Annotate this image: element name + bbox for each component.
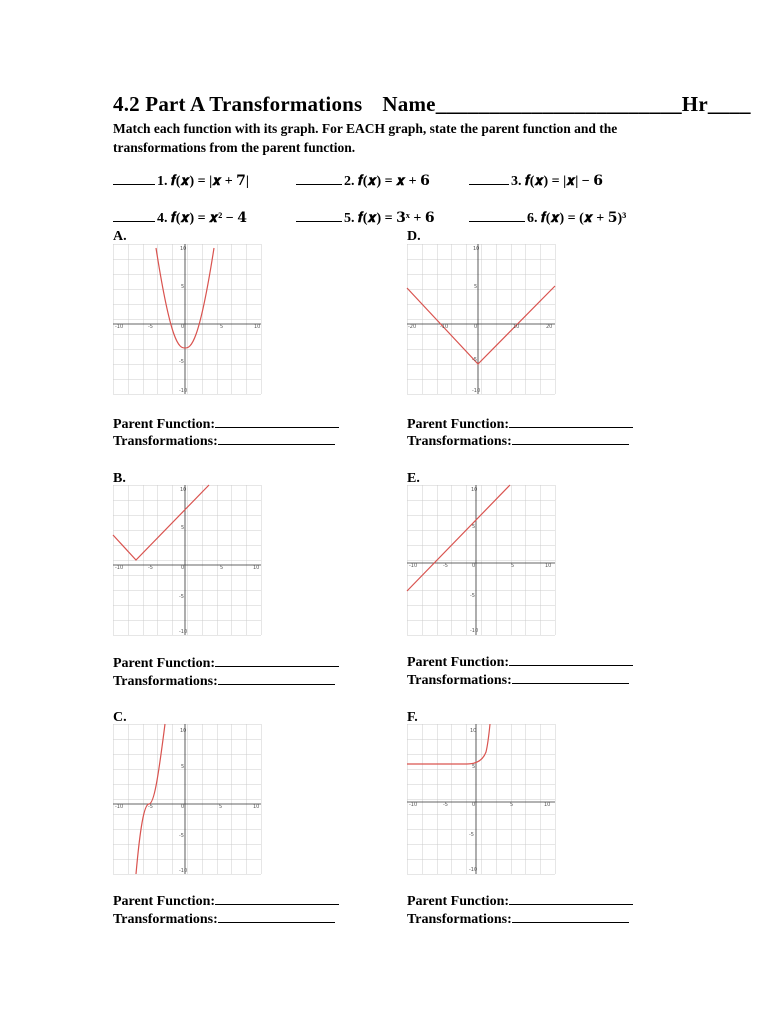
graph-d-tick-xpos5: 10 — [513, 324, 520, 330]
graph-e-tick-xneg: -10 — [409, 563, 418, 569]
answer-blank-6[interactable] — [469, 219, 525, 222]
graph-d-tick-ybot: -10 — [472, 388, 481, 394]
graph-f-tick-xpos: 10 — [544, 802, 551, 808]
graph-e-parent-blank[interactable] — [509, 664, 633, 666]
graph-b-label: B. — [113, 471, 126, 486]
graph-b-tick-ytop: 10 — [180, 487, 187, 493]
problem-1 — [113, 173, 249, 190]
graph-c-transform-blank[interactable] — [218, 921, 335, 923]
problem-3-label: 3. 𝒇(𝒙) = |𝒙| − 𝟔 — [511, 174, 603, 189]
graph-d-grid — [407, 244, 556, 395]
problem-2-label: 2. 𝒇(𝒙) = 𝒙 + 𝟔 — [344, 174, 430, 189]
answer-blank-2[interactable] — [296, 182, 342, 185]
problem-4-label: 4. 𝒇(𝒙) = 𝒙² − 𝟒 — [157, 211, 248, 226]
graph-d-curve — [407, 286, 555, 364]
graph-b-transform-label: Transformations: — [113, 674, 218, 689]
graph-c-curve — [136, 724, 165, 874]
graph-b-parent-blank[interactable] — [215, 665, 339, 667]
graph-f-transform-label: Transformations: — [407, 912, 512, 927]
graph-f-label: F. — [407, 710, 418, 725]
graph-b-parent-function — [113, 655, 339, 673]
worksheet-title — [113, 92, 751, 117]
answer-blank-5[interactable] — [296, 219, 342, 222]
graph-c-transform-label: Transformations: — [113, 912, 218, 927]
graph-e-parent-label: Parent Function: — [407, 655, 510, 670]
graph-e-tick-xpos: 10 — [545, 563, 552, 569]
graph-c-tick-yneg5: -5 — [179, 833, 184, 839]
graph-a-transform-blank[interactable] — [218, 443, 335, 445]
graph-a-label: A. — [113, 229, 127, 244]
problem-5-label: 5. 𝒇(𝒙) = 𝟑ˣ + 𝟔 — [344, 211, 435, 226]
problem-4 — [113, 210, 247, 227]
graph-a-transformations — [113, 433, 335, 451]
graph-e-transform-label: Transformations: — [407, 673, 512, 688]
graph-b-parent-label: Parent Function: — [113, 656, 216, 671]
graph-e-parent-function — [407, 654, 633, 672]
graph-e-grid — [407, 485, 556, 636]
instructions: Match each function with its graph. For EACH graph, state the parent function and the transformations from the parent function. — [113, 121, 618, 155]
title-text: 4.2 Part A Transformations — [113, 92, 363, 116]
graph-b-transform-blank[interactable] — [218, 683, 335, 685]
graph-c-tick-ytop: 10 — [180, 728, 187, 734]
graph-b-tick-xpos5: 5 — [220, 565, 224, 571]
graph-e-tick-origin: 0 — [472, 563, 476, 569]
graph-a-tick-y5: 5 — [181, 284, 185, 290]
graph-f-tick-y5: 5 — [472, 764, 476, 770]
graph-d-tick-xneg5: -10 — [440, 324, 449, 330]
graph-d-transform-blank[interactable] — [512, 443, 629, 445]
graph-f-tick-xneg5: -5 — [443, 802, 448, 808]
graph-f-grid — [407, 724, 556, 875]
graph-e-tick-yneg5: -5 — [470, 593, 475, 599]
graph-c-parent-label: Parent Function: — [113, 894, 216, 909]
graph-e-tick-ybot: -10 — [470, 628, 479, 634]
graph-c-tick-xneg5: -5 — [148, 804, 153, 810]
graph-a-tick-yneg5: -5 — [179, 359, 184, 365]
graph-c-parent-blank[interactable] — [215, 903, 339, 905]
graph-d-tick-ytop: 10 — [473, 246, 480, 252]
graph-e-tick-ytop: 10 — [471, 487, 478, 493]
problem-1-label: 1. 𝒇(𝒙) = |𝒙 + 𝟕| — [157, 174, 249, 189]
answer-blank-4[interactable] — [113, 219, 155, 222]
graph-d-tick-yneg5: -5 — [472, 357, 477, 363]
graph-d-transformations — [407, 433, 629, 451]
graph-c-tick-xneg: -10 — [115, 804, 124, 810]
graph-b-tick-xneg: -10 — [115, 565, 124, 571]
answer-blank-1[interactable] — [113, 182, 155, 185]
graph-c-tick-origin: 0 — [181, 804, 185, 810]
graph-f-tick-xneg: -10 — [409, 802, 418, 808]
problem-2 — [296, 173, 430, 190]
graph-e-tick-y5: 5 — [472, 524, 476, 530]
graph-b-tick-y5: 5 — [181, 525, 185, 531]
graph-d-tick-origin: 0 — [474, 324, 478, 330]
graph-a-parent-blank[interactable] — [215, 426, 339, 428]
graph-f-transform-blank[interactable] — [512, 921, 629, 923]
graph-f — [407, 724, 555, 874]
problem-6 — [469, 210, 626, 227]
graph-c-label: C. — [113, 710, 127, 725]
graph-a-tick-ybot: -10 — [179, 388, 188, 394]
graph-d-tick-xpos: 20 — [546, 324, 553, 330]
graph-b-tick-yneg5: -5 — [179, 594, 184, 600]
graph-a — [113, 244, 261, 394]
graph-a-tick-xpos: 10 — [254, 324, 261, 330]
graph-c-transformations — [113, 911, 335, 929]
answer-blank-3[interactable] — [469, 182, 509, 185]
graph-f-transformations — [407, 911, 629, 929]
graph-f-tick-origin: 0 — [472, 802, 476, 808]
graph-d-parent-blank[interactable] — [509, 426, 633, 428]
graph-d-parent-label: Parent Function: — [407, 417, 510, 432]
graph-f-tick-ytop: 10 — [470, 728, 477, 734]
graph-a-tick-xneg: -10 — [115, 324, 124, 330]
problem-6-label: 6. 𝒇(𝒙) = (𝒙 + 𝟓)³ — [527, 211, 627, 226]
graph-d-tick-xneg: -20 — [408, 324, 417, 330]
graph-c-grid — [113, 724, 262, 875]
graph-b — [113, 485, 261, 635]
graph-c — [113, 724, 261, 874]
graph-d-tick-y5: 5 — [474, 284, 478, 290]
graph-f-parent-label: Parent Function: — [407, 894, 510, 909]
graph-c-tick-ybot: -10 — [179, 868, 188, 874]
graph-a-tick-xpos5: 5 — [220, 324, 224, 330]
graph-d-transform-label: Transformations: — [407, 434, 512, 449]
graph-e-label: E. — [407, 471, 420, 486]
graph-a-grid — [113, 244, 262, 395]
graph-e-tick-xneg5: -5 — [443, 563, 448, 569]
graph-b-tick-ybot: -10 — [179, 629, 188, 635]
graph-a-transform-label: Transformations: — [113, 434, 218, 449]
graph-f-tick-ybot: -10 — [469, 867, 478, 873]
graph-d — [407, 244, 555, 394]
graph-a-parent-label: Parent Function: — [113, 417, 216, 432]
graph-c-parent-function — [113, 893, 339, 911]
graph-a-tick-origin: 0 — [181, 324, 185, 330]
graph-f-parent-function — [407, 893, 633, 911]
graph-a-parent-function — [113, 416, 339, 434]
graph-d-label: D. — [407, 229, 421, 244]
graph-b-tick-xpos: 10 — [253, 565, 260, 571]
graph-b-tick-xneg5: -5 — [148, 565, 153, 571]
graph-f-tick-yneg5: -5 — [469, 832, 474, 838]
graph-c-tick-y5: 5 — [181, 764, 185, 770]
graph-a-tick-xneg5: -5 — [148, 324, 153, 330]
problem-5 — [296, 210, 435, 227]
graph-c-tick-xpos5: 5 — [219, 804, 223, 810]
graph-e-tick-xpos5: 5 — [511, 563, 515, 569]
name-hour-field[interactable]: Name_______________________Hr____ — [382, 92, 751, 116]
graph-c-tick-xpos: 10 — [253, 804, 260, 810]
graph-b-transformations — [113, 673, 335, 691]
graph-f-parent-blank[interactable] — [509, 903, 633, 905]
graph-e — [407, 485, 555, 635]
graph-f-tick-xpos5: 5 — [510, 802, 514, 808]
graph-a-tick-ytop: 10 — [180, 246, 187, 252]
graph-e-transform-blank[interactable] — [512, 682, 629, 684]
graph-b-tick-origin: 0 — [181, 565, 185, 571]
problem-3 — [469, 173, 603, 190]
graph-d-parent-function — [407, 416, 633, 434]
graph-e-transformations — [407, 672, 629, 690]
graph-b-curve — [113, 485, 209, 560]
graph-f-curve — [407, 724, 490, 764]
